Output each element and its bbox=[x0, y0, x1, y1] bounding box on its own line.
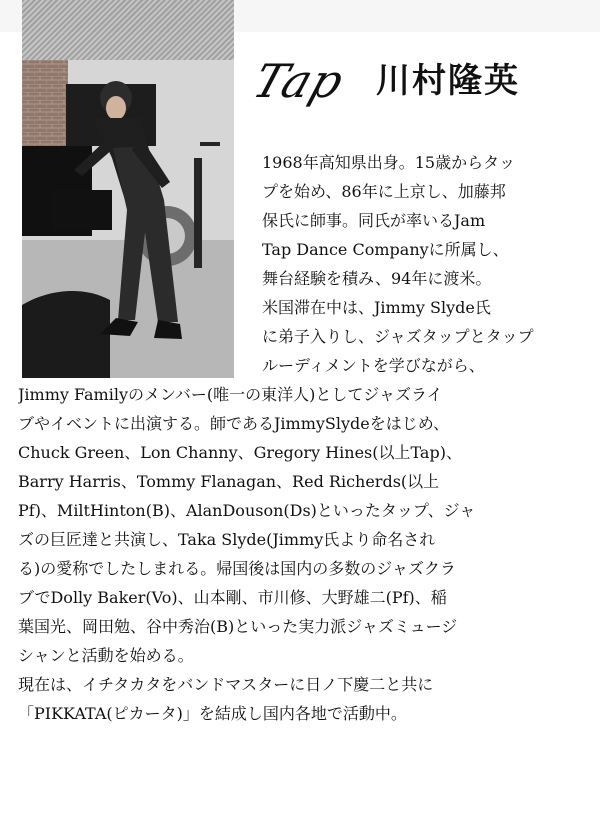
bio-line-1: 1968年高知県出身。15歳からタッ bbox=[262, 153, 516, 172]
microphone-stand bbox=[194, 158, 202, 268]
artist-name: 川村隆英 bbox=[376, 61, 520, 101]
bio-line-17: 葉国光、岡田勉、谷中秀治(B)といった実力派ジャズミュージ bbox=[18, 617, 458, 636]
bio-line-16: ブでDolly Baker(Vo)、山本剛、市川修、大野雄二(Pf)、稲 bbox=[18, 588, 447, 607]
bio-line-11: Chuck Green、Lon Channy、Gregory Hines(以上Tap)、 bbox=[18, 443, 462, 462]
bio-line-5: 舞台経験を積み、94年に渡米。 bbox=[262, 269, 492, 288]
bio-line-2: プを始め、86年に上京し、加藤邦 bbox=[262, 182, 506, 201]
bio-line-20: 「PIKKATA(ピカータ)」を結成し国内各地で活動中。 bbox=[18, 704, 407, 723]
bio-line-4: Tap Dance Companyに所属し、 bbox=[262, 240, 509, 259]
dancer-face bbox=[106, 96, 126, 120]
bio-line-18: シャンと活動を始める。 bbox=[18, 646, 194, 665]
tap-dancer-photo bbox=[22, 60, 234, 378]
piano-body bbox=[52, 190, 112, 230]
photo-shadow-band bbox=[22, 0, 234, 60]
photo-illustration bbox=[22, 60, 234, 378]
tap-script-title: Tap bbox=[246, 54, 352, 108]
bio-line-14: ズの巨匠達と共演し、Taka Slyde(Jimmy氏より命名され bbox=[18, 530, 436, 549]
bio-line-7: に弟子入りし、ジャズタップとタップ bbox=[262, 327, 534, 346]
bio-line-10: ブやイベントに出演する。師であるJimmySlydeをはじめ、 bbox=[18, 414, 450, 433]
bio-line-8: ルーディメントを学びながら、 bbox=[262, 356, 485, 375]
bio-line-6: 米国滞在中は、Jimmy Slyde氏 bbox=[262, 298, 491, 317]
mic-head bbox=[200, 142, 220, 146]
bio-line-19: 現在は、イチタカタをバンドマスターに日ノ下慶二と共に bbox=[18, 675, 434, 694]
article-heading bbox=[248, 56, 578, 126]
bio-line-9: Jimmy Familyのメンバー(唯一の東洋人)としてジャズライ bbox=[18, 385, 443, 404]
foreground-shadow bbox=[22, 291, 110, 378]
bio-line-12: Barry Harris、Tommy Flanagan、Red Richerds(以上 bbox=[18, 472, 440, 491]
bio-line-15: る)の愛称でしたしまれる。帰国後は国内の多数のジャズクラ bbox=[18, 559, 456, 578]
bio-line-13: Pf)、MiltHinton(B)、AlanDouson(Ds)といったタップ、ジャ bbox=[18, 501, 476, 520]
bio-line-3: 保氏に師事。同氏が率いるJam bbox=[262, 211, 486, 230]
